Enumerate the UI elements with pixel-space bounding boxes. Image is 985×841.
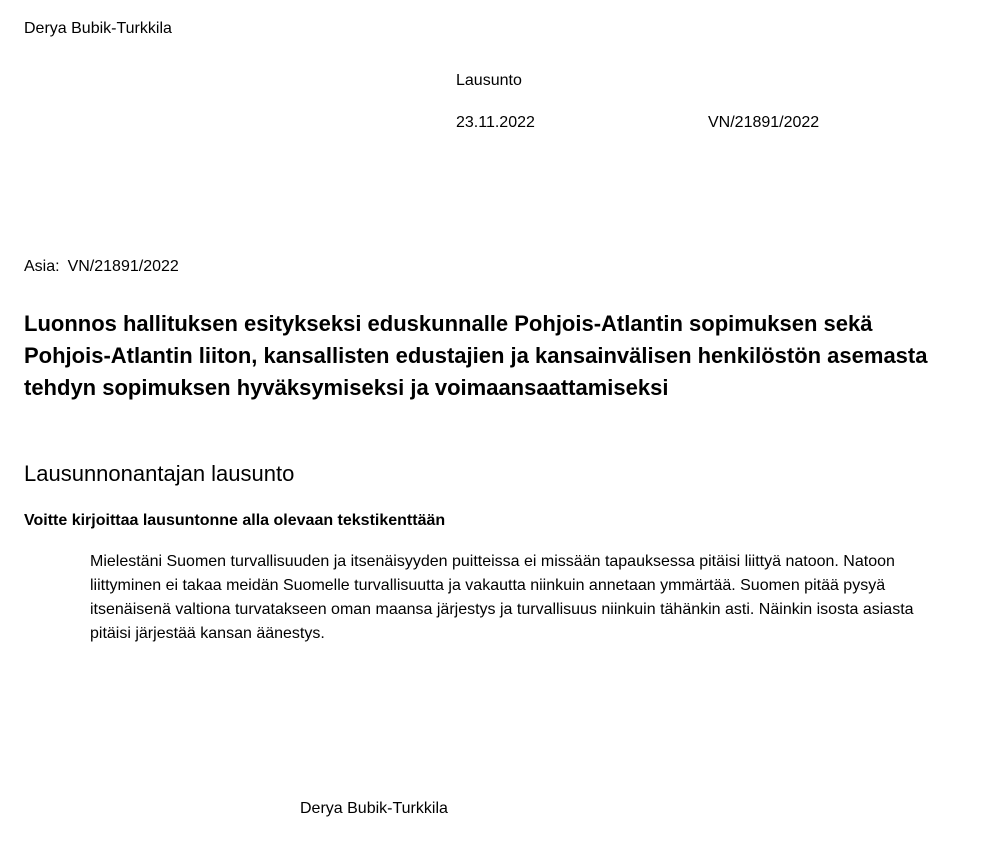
subject-label: Asia: <box>24 258 60 275</box>
statement-instruction: Voitte kirjoittaa lausuntonne alla olevaan tekstikenttään <box>24 512 446 529</box>
document-date: 23.11.2022 <box>456 114 535 131</box>
statement-text: Mielestäni Suomen turvallisuuden ja itsenäisyyden puitteissa ei missään tapauksessa pitäisi liittyä natoon. Natoon liittyminen ei takaa meidän Suomelle turvallisuutta ja vakautta niinkuin annetaan ymmärtää. Suomen pitää pysyä itsenäisenä valtiona turvatakseen oman maansa järjestys ja turvallisuus niinkuin tähänkin asti. Näinkin isosta asiasta pitäisi järjestää kansan äänestys. <box>90 553 914 642</box>
subject-value: VN/21891/2022 <box>67 258 179 275</box>
signature: Derya Bubik-Turkkila <box>300 800 448 817</box>
document-title: Luonnos hallituksen esitykseksi eduskunnalle Pohjois-Atlantin sopimuksen sekä Pohjois-Atlantin liiton, kansallisten edustajien ja kansainvälisen henkilöstön asemasta tehdyn sopimuksen hyväksymiseksi ja voimaansaattamiseksi <box>24 311 928 400</box>
section-heading: Lausunnonantajan lausunto <box>24 461 295 486</box>
author-name: Derya Bubik-Turkkila <box>24 20 172 37</box>
document-reference: VN/21891/2022 <box>708 114 820 131</box>
document-type: Lausunto <box>456 72 522 89</box>
subject-line <box>24 258 179 276</box>
